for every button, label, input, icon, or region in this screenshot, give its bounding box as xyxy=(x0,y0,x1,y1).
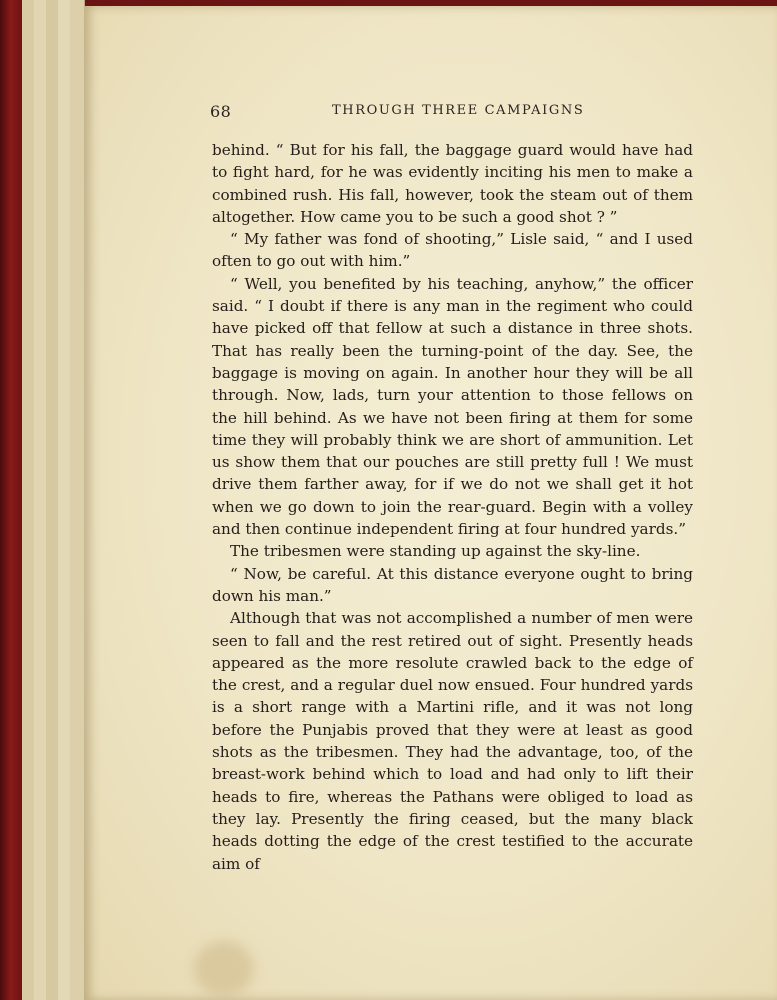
page-number: 68 xyxy=(210,102,232,121)
paragraph: Although that was not accomplished a number of men were seen to fall and the rest retired out of sight. Presently heads appeared as the more resolute crawled back to the edge of the crest, and a regular duel now ensued. Four hundred yards is a short range with a Martini rifle, and it was not long before the Punjabis proved that they were at least as good shots as the tribesmen. They had the advantage, too, of the breast-work behind which to load and had only to lift their heads to fire, whereas the Pathans were obliged to load as they lay. Presently the firing ceased, but the many black heads dotting the edge of the crest testified to the accurate aim of xyxy=(212,609,693,873)
book-page xyxy=(84,6,777,1000)
paragraph: behind. “ But for his fall, the baggage guard would have had to fight hard, for he was evidently inciting his men to make a combined rush. His fall, however, took the steam out of them altogether. How came you to be such a good shot ? ” xyxy=(212,141,693,226)
paragraph: The tribesmen were standing up against the sky-line. xyxy=(230,542,641,561)
paragraph: “ Now, be careful. At this distance everyone ought to bring down his man.” xyxy=(212,564,693,605)
body-text xyxy=(212,139,693,875)
paper-stain xyxy=(194,941,254,996)
page-edge xyxy=(70,0,85,1000)
running-head: THROUGH THREE CAMPAIGNS xyxy=(332,103,585,118)
page-header xyxy=(84,102,777,126)
paragraph: “ Well, you benefited by his teaching, anyhow,” the officer said. “ I doubt if there is any man in the regiment who could have picked off that fellow at such a distance in three shots. That has really been the turning-point of the day. See, the baggage is moving on again. In another hour they will be all through. Now, lads, turn your attention to those fellows on the hill behind. As we have not been firing at them for some time they will probably think we are short of ammunition. Let us show them that our pouches are still pretty full ! We must drive them farther away, for if we do not we shall get it hot when we go down to join the rear-guard. Begin with a volley and then continue independent firing at four hundred yards.” xyxy=(212,274,693,539)
book-binding xyxy=(0,0,24,1000)
paragraph: “ My father was fond of shooting,” Lisle said, “ and I used often to go out with him.” xyxy=(212,230,693,271)
